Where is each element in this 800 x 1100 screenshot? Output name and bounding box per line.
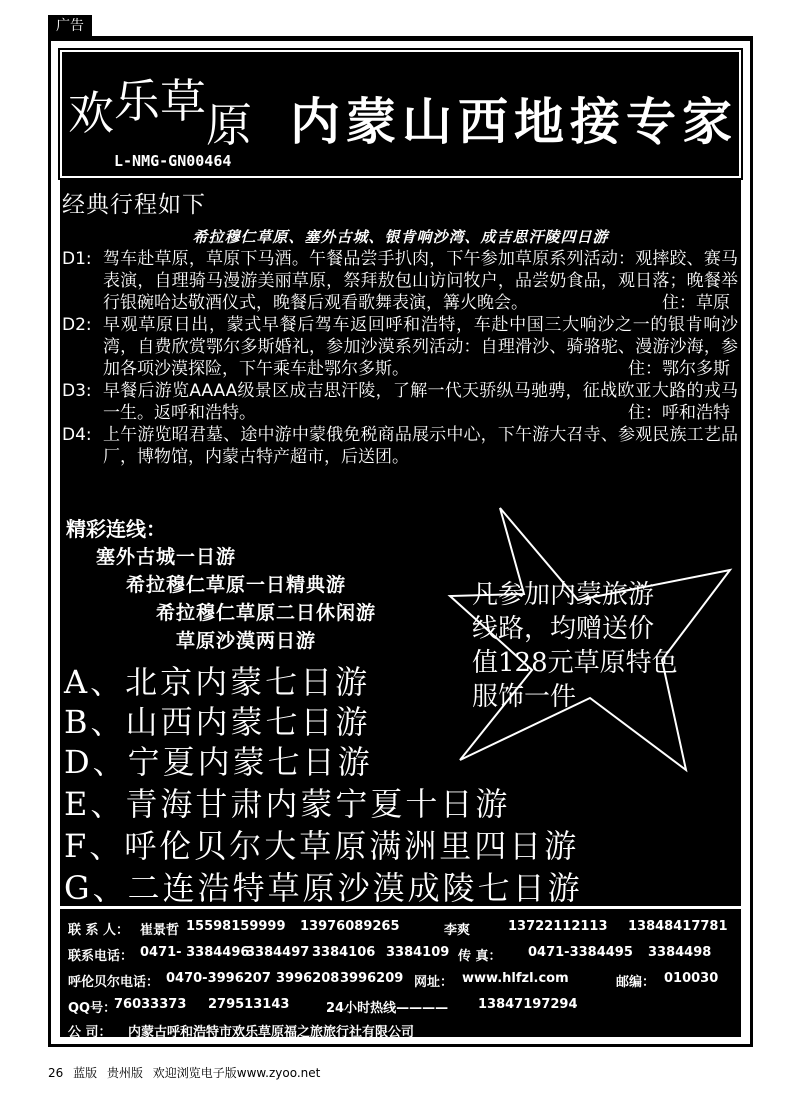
- license-number: L-NMG-GN00464: [114, 152, 232, 170]
- contact-phone: 13976089265: [300, 919, 400, 934]
- day-stay: 住：呼和浩特: [628, 403, 730, 423]
- company-label: 公 司：: [68, 1025, 112, 1040]
- route-item: E、青海甘肃内蒙宁夏十日游: [64, 785, 511, 823]
- short-trip: 草原沙漠两日游: [176, 630, 317, 652]
- brand-char: 乐: [114, 74, 160, 128]
- day-text: 早观草原日出，蒙式早餐后驾车返回呼和浩特，车赴中国三大响沙之一的银肯响沙湾，自费欣赏鄂尔多斯婚礼，参加沙漠系列活动：自理滑沙、骑骆驼、漫游沙海，参加各项沙漠探险，下午乘车赴鄂尔多斯。: [103, 315, 738, 379]
- promo-text: [472, 578, 682, 714]
- qq-label: QQ号：: [68, 1001, 117, 1016]
- day-text: 上午游览昭君墓、途中游中蒙俄免税商品展示中心，下午游大召寺、参观民族工艺品厂，博物馆，内蒙古特产超市，后送团。: [103, 425, 738, 467]
- edition-label: 贵州版: [106, 1066, 143, 1080]
- fax-number: 3384498: [648, 945, 712, 960]
- contact-phone: 15598159999: [186, 919, 286, 934]
- day-list: [62, 248, 738, 468]
- day-item: [62, 380, 738, 424]
- tel-number: 3384109: [386, 945, 450, 960]
- company-name: 内蒙古呼和浩特市欢乐草原福之旅旅行社有限公司: [128, 1025, 415, 1040]
- footer-note: 欢迎浏览电子版www.zyoo.net: [152, 1066, 321, 1080]
- hotline-number: 13847197294: [478, 997, 578, 1012]
- edition-label: 蓝版: [73, 1066, 98, 1080]
- promo-line: 线路，均赠送价: [472, 614, 655, 644]
- short-trip: 塞外古城一日游: [96, 546, 237, 568]
- contact-panel: [60, 909, 741, 1040]
- hlbe-label: 呼伦贝尔电话：: [68, 975, 160, 990]
- promo-line: 值128元草原特色: [472, 648, 678, 678]
- hlbe-number: 0470-3996207: [166, 971, 271, 986]
- web-address: www.hlfzl.com: [462, 971, 569, 986]
- hotline-label: 24小时热线————: [326, 1001, 449, 1016]
- page-number: 26: [48, 1066, 64, 1080]
- route-item: A、北京内蒙七日游: [64, 663, 371, 701]
- short-trip: 希拉穆仁草原一日精典游: [126, 574, 347, 596]
- zip-code: 010030: [664, 971, 719, 986]
- lines-title: 精彩连线：: [66, 517, 166, 541]
- itinerary-subtitle: 希拉穆仁草原、塞外古城、银肯响沙湾、成吉思汗陵四日游: [192, 228, 609, 246]
- itinerary-title: 经典行程如下: [62, 192, 206, 218]
- slogan: 内蒙山西地接专家: [290, 92, 738, 151]
- short-trip: 希拉穆仁草原二日休闲游: [156, 602, 377, 624]
- qq-number: 76033373: [114, 997, 187, 1012]
- day-item: [62, 248, 738, 314]
- fax-label: 传 真：: [458, 949, 502, 964]
- contact-label: 联 系 人：: [68, 923, 130, 938]
- fax-number: 0471-3384495: [528, 945, 633, 960]
- hlbe-number: 3996209: [340, 971, 404, 986]
- route-item: G、二连浩特草原沙漠成陵七日游: [64, 869, 583, 907]
- brand-name: [68, 72, 252, 152]
- contact-phone: 13722112113: [508, 919, 608, 934]
- day-item: [62, 314, 738, 380]
- day-label: D3:: [62, 381, 92, 401]
- contact-name: 崔景哲: [140, 923, 180, 938]
- brand-char: 草: [160, 74, 206, 128]
- tel-number: 3384497: [246, 945, 310, 960]
- qq-number: 279513143: [208, 997, 290, 1012]
- ad-tag: 广告: [48, 15, 92, 37]
- route-item: B、山西内蒙七日游: [64, 703, 371, 741]
- day-item: [62, 424, 738, 468]
- ad-header: [60, 50, 741, 178]
- day-stay: 住：草原: [662, 293, 730, 313]
- promo-line: 凡参加内蒙旅游: [472, 580, 655, 610]
- route-item: F、呼伦贝尔大草原满洲里四日游: [64, 827, 580, 865]
- tel-label: 联系电话：: [68, 949, 134, 964]
- promo-line: 服饰一件: [472, 682, 577, 712]
- brand-char: 欢: [68, 86, 114, 140]
- zip-label: 邮编：: [616, 975, 656, 990]
- web-label: 网址：: [414, 975, 454, 990]
- route-item: D、宁夏内蒙七日游: [64, 743, 373, 781]
- hlbe-number: 3996208: [276, 971, 340, 986]
- contact-name: 李爽: [444, 923, 471, 938]
- page-footer: [48, 1064, 326, 1081]
- day-text: 早餐后游览AAAA级景区成吉思汗陵，了解一代天骄纵马驰骋，征战欧亚大路的戎马一生。返呼和浩特。: [103, 381, 738, 423]
- day-stay: 住：鄂尔多斯: [628, 359, 730, 379]
- tel-number: 3384106: [312, 945, 376, 960]
- contact-phone: 13848417781: [628, 919, 728, 934]
- day-label: D2:: [62, 315, 92, 335]
- day-text: 驾车赴草原，草原下马酒。午餐品尝手扒肉，下午参加草原系列活动：观摔跤、赛马表演，自理骑马漫游美丽草原，祭拜敖包山访问牧户，品尝奶食品，观日落；晚餐举行银碗哈达敬酒仪式，晚餐后观看歌舞表演，篝火晚会。: [103, 249, 738, 313]
- tel-number: 0471- 3384496: [140, 945, 250, 960]
- day-label: D1:: [62, 249, 92, 269]
- day-label: D4:: [62, 425, 92, 445]
- itinerary-panel: [60, 180, 741, 906]
- brand-char: 原: [206, 98, 252, 152]
